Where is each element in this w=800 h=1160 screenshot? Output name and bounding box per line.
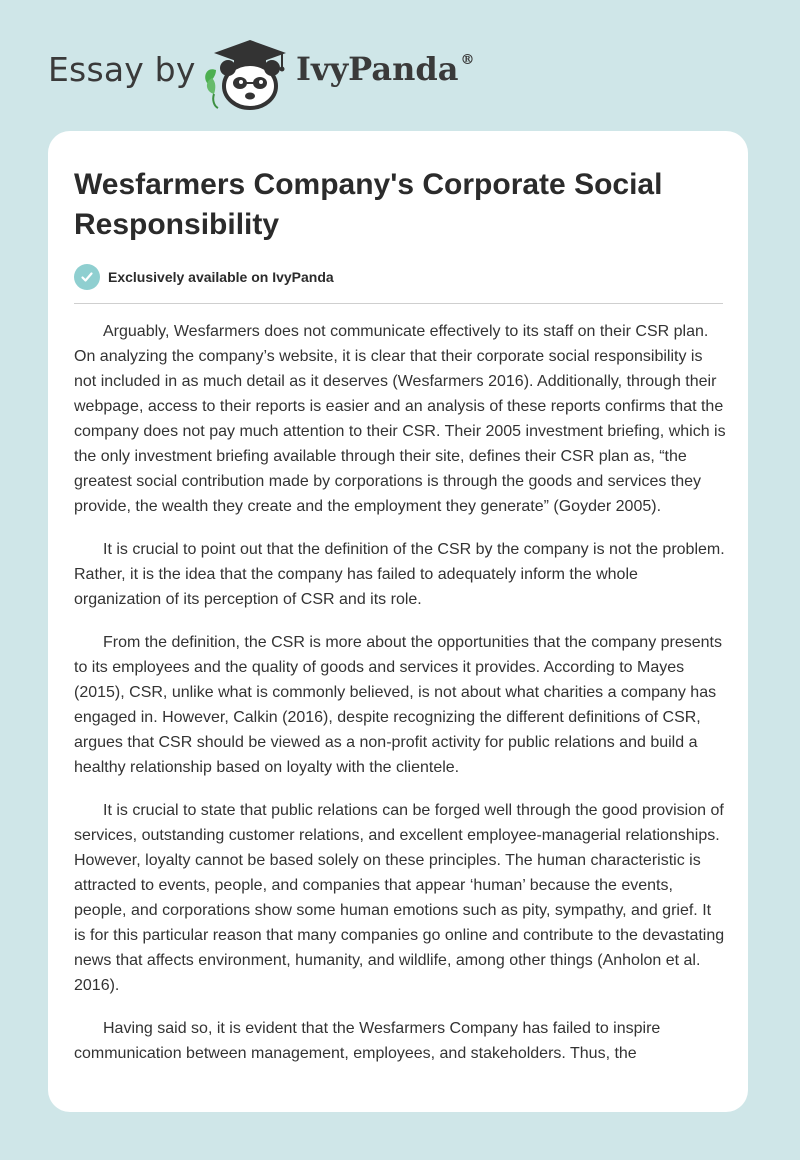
- leaf-icon: [205, 69, 218, 108]
- paragraph: From the definition, the CSR is more about the opportunities that the company presents to its employees and the quality of goods and services it provides. According to Mayes (2015), CSR, unlike what is commonly believed, is not about what charities a company has engaged in. However, Calkin (2016), despite recognizing the different definitions of CSR, argues that CSR should be viewed as a non-profit activity for public relations and build a healthy relationship based on loyalty with the clientele.: [74, 634, 722, 776]
- trademark-symbol: ®: [460, 52, 475, 68]
- site-header: [0, 0, 800, 125]
- paragraph: It is crucial to point out that the definition of the CSR by the company is not the problem. Rather, it is the idea that the company has failed to adequately inform the whole organization of its perception of CSR and its role.: [74, 541, 725, 608]
- check-icon: [74, 264, 100, 290]
- brand-text: IvyPanda: [296, 50, 459, 88]
- paragraph: Having said so, it is evident that the Wesfarmers Company has failed to inspire communication between management, employees, and stakeholders. Thus, the: [74, 1020, 661, 1062]
- essay-title: Wesfarmers Company's Corporate Social Responsibility: [74, 168, 663, 241]
- essay-body: [74, 319, 726, 1084]
- panda-graduation-cap-icon[interactable]: [198, 36, 290, 112]
- exclusive-badge-label: Exclusively available on IvyPanda: [108, 269, 334, 285]
- paragraph: Arguably, Wesfarmers does not communicate effectively to its staff on their CSR plan. On analyzing the company’s website, it is clear that their corporate social responsibility is not included in as much detail as it deserves (Wesfarmers 2016). Additionally, through their webpage, access to their reports is easier and an analysis of these reports confirms that the company does not pay much attention to their CSR. Their 2005 investment briefing, which is the only investment briefing available through their site, defines their CSR plan as, “the greatest social contribution made by corporations is through the goods and services they provide, the wealth they create and the employment they generate” (Goyder 2005).: [74, 323, 726, 515]
- essay-by-label: Essay by: [48, 50, 196, 89]
- paragraph: It is crucial to state that public relations can be forged well through the good provision of services, outstanding customer relations, and excellent employee-managerial relationships. However, loyalty cannot be based solely on these principles. The human characteristic is attracted to events, people, and companies that appear ‘human’ because the events, people, and corporations show some human emotions such as pity, sympathy, and grief. It is for this particular reason that many companies go online and contribute to the devastating news that affects environment, humanity, and wildlife, among other things (Anholon et al. 2016).: [74, 802, 725, 994]
- essay-card: [48, 131, 748, 1112]
- exclusive-badge: [74, 264, 334, 290]
- brand-name[interactable]: [296, 50, 474, 88]
- divider: [74, 303, 723, 304]
